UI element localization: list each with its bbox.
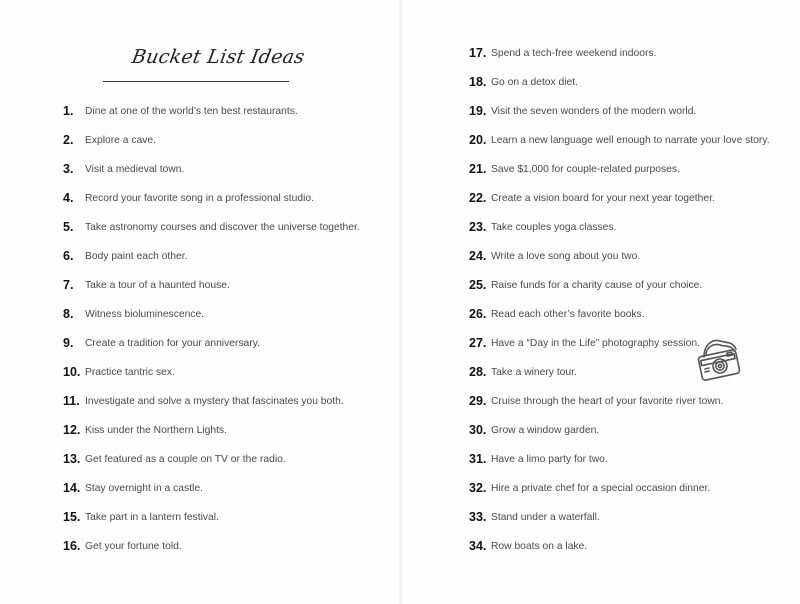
item-number: 15. — [63, 510, 81, 524]
item-text: Learn a new language well enough to narrate your love story. — [491, 134, 770, 146]
list-item — [63, 188, 314, 208]
item-text: Explore a cave. — [85, 134, 156, 146]
item-number: 18. — [469, 75, 487, 89]
list-item — [469, 217, 616, 237]
item-text: Cruise through the heart of your favorite river town. — [491, 395, 724, 407]
list-item — [469, 478, 710, 498]
list-item — [63, 391, 344, 411]
list-item — [63, 420, 227, 440]
item-text: Stand under a waterfall. — [491, 511, 600, 523]
list-item — [63, 507, 219, 527]
list-item — [63, 275, 230, 295]
item-text: Take couples yoga classes. — [491, 221, 617, 233]
item-text: Practice tantric sex. — [85, 366, 175, 378]
item-text: Investigate and solve a mystery that fascinates you both. — [85, 395, 344, 407]
item-number: 17. — [469, 46, 487, 60]
list-item — [469, 275, 702, 295]
item-text: Record your favorite song in a professional studio. — [85, 192, 314, 204]
item-number: 16. — [63, 539, 81, 553]
item-number: 5. — [63, 220, 74, 234]
item-number: 22. — [469, 191, 487, 205]
list-item — [469, 72, 578, 92]
list-item — [469, 246, 640, 266]
item-number: 12. — [63, 423, 81, 437]
item-number: 31. — [469, 452, 487, 466]
item-number: 11. — [63, 394, 80, 408]
item-number: 25. — [469, 278, 487, 292]
list-item — [63, 304, 204, 324]
item-text: Create a vision board for your next year together. — [491, 192, 715, 204]
item-number: 21. — [469, 162, 487, 176]
list-item — [63, 101, 298, 121]
item-text: Save $1,000 for couple-related purposes. — [491, 163, 680, 175]
list-item — [63, 130, 156, 150]
list-item — [469, 333, 700, 353]
item-text: Take part in a lantern festival. — [85, 511, 219, 523]
list-item — [469, 536, 587, 556]
item-number: 7. — [63, 278, 74, 292]
item-number: 14. — [63, 481, 81, 495]
item-number: 3. — [63, 162, 74, 176]
item-text: Stay overnight in a castle. — [85, 482, 203, 494]
list-item — [63, 536, 182, 556]
item-number: 1. — [63, 104, 74, 118]
item-text: Body paint each other. — [85, 250, 188, 262]
item-text: Spend a tech-free weekend indoors. — [491, 47, 657, 59]
item-text: Kiss under the Northern Lights. — [85, 424, 227, 436]
item-number: 29. — [469, 394, 487, 408]
item-text: Take a winery tour. — [491, 366, 577, 378]
item-text: Get your fortune told. — [85, 540, 182, 552]
item-number: 27. — [469, 336, 487, 350]
list-item — [469, 130, 770, 150]
item-text: Take astronomy courses and discover the universe together. — [85, 221, 360, 233]
item-text: Have a “Day in the Life” photography session. — [491, 337, 700, 349]
page-title: Bucket List Ideas — [130, 46, 307, 68]
item-text: Create a tradition for your anniversary. — [85, 337, 260, 349]
list-item — [469, 101, 696, 121]
list-item — [469, 188, 715, 208]
item-number: 26. — [469, 307, 487, 321]
item-number: 2. — [63, 133, 74, 147]
item-number: 8. — [63, 307, 74, 321]
item-number: 9. — [63, 336, 74, 350]
item-text: Take a tour of a haunted house. — [85, 279, 230, 291]
item-text: Grow a window garden. — [491, 424, 600, 436]
list-item — [63, 333, 260, 353]
item-number: 32. — [469, 481, 487, 495]
list-item — [63, 449, 286, 469]
item-number: 30. — [469, 423, 487, 437]
list-item — [63, 217, 360, 237]
page-gutter — [398, 0, 404, 604]
item-number: 24. — [469, 249, 487, 263]
list-item — [469, 420, 599, 440]
item-number: 34. — [469, 539, 487, 553]
list-item — [469, 449, 608, 469]
item-text: Row boats on a lake. — [491, 540, 588, 552]
item-text: Hire a private chef for a special occasion dinner. — [491, 482, 711, 494]
item-number: 33. — [469, 510, 487, 524]
title-underline — [103, 81, 289, 82]
item-text: Witness bioluminescence. — [85, 308, 205, 320]
item-number: 6. — [63, 249, 74, 263]
camera-icon — [696, 337, 742, 383]
item-text: Visit a medieval town. — [85, 163, 185, 175]
list-item — [469, 43, 656, 63]
item-number: 4. — [63, 191, 74, 205]
item-number: 20. — [469, 133, 487, 147]
item-number: 13. — [63, 452, 81, 466]
item-text: Visit the seven wonders of the modern world. — [491, 105, 697, 117]
item-number: 10. — [63, 365, 81, 379]
list-item — [63, 246, 187, 266]
item-text: Get featured as a couple on TV or the radio. — [85, 453, 286, 465]
item-text: Dine at one of the world’s ten best restaurants. — [85, 105, 298, 117]
list-item — [63, 362, 175, 382]
list-item — [469, 507, 600, 527]
list-item — [469, 304, 645, 324]
item-number: 19. — [469, 104, 487, 118]
list-item — [63, 159, 184, 179]
item-text: Read each other’s favorite books. — [491, 308, 645, 320]
list-item — [469, 391, 723, 411]
item-number: 23. — [469, 220, 487, 234]
list-item — [469, 159, 680, 179]
item-text: Raise funds for a charity cause of your choice. — [491, 279, 703, 291]
list-item — [63, 478, 203, 498]
item-text: Write a love song about you two. — [491, 250, 641, 262]
item-text: Go on a detox diet. — [491, 76, 579, 88]
list-item — [469, 362, 577, 382]
item-number: 28. — [469, 365, 487, 379]
item-text: Have a limo party for two. — [491, 453, 608, 465]
